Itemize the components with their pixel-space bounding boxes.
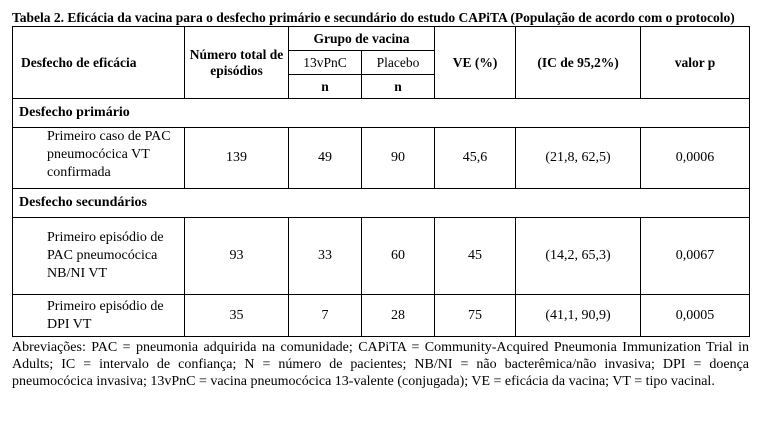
row-n-13vpnc: 49 xyxy=(289,128,362,189)
header-n-placebo: n xyxy=(362,75,435,99)
row-n-placebo: 28 xyxy=(362,295,435,337)
header-row xyxy=(13,27,750,51)
header-vaccine-group: Grupo de vacina xyxy=(289,27,435,51)
section-row-primary xyxy=(13,99,750,128)
row-outcome: Primeiro caso de PAC pneumocócica VT confirmada xyxy=(13,128,185,189)
row-ve: 75 xyxy=(435,295,516,337)
row-episodes: 93 xyxy=(185,218,289,295)
row-outcome: Primeiro episódio de PAC pneumocócica NB/NI VT xyxy=(13,218,185,295)
row-n-placebo: 90 xyxy=(362,128,435,189)
row-p-value: 0,0006 xyxy=(641,128,750,189)
table-row xyxy=(13,295,750,337)
header-episodes: Número total de episódios xyxy=(185,27,289,99)
row-n-13vpnc: 33 xyxy=(289,218,362,295)
section-label: Desfecho secundários xyxy=(13,189,750,218)
row-ci: (14,2, 65,3) xyxy=(516,218,641,295)
row-episodes: 139 xyxy=(185,128,289,189)
header-group-13vpnc: 13vPnC xyxy=(289,51,362,75)
row-n-13vpnc: 7 xyxy=(289,295,362,337)
row-p-value: 0,0067 xyxy=(641,218,750,295)
row-ci: (21,8, 62,5) xyxy=(516,128,641,189)
document-page xyxy=(12,0,749,390)
efficacy-table xyxy=(12,26,750,337)
row-episodes: 35 xyxy=(185,295,289,337)
row-outcome: Primeiro episódio de DPI VT xyxy=(13,295,185,337)
row-ci: (41,1, 90,9) xyxy=(516,295,641,337)
header-p-value: valor p xyxy=(641,27,750,99)
section-row-secondary xyxy=(13,189,750,218)
header-outcome: Desfecho de eficácia xyxy=(13,27,185,99)
table-row xyxy=(13,128,750,189)
footnote: Abreviações: PAC = pneumonia adquirida na comunidade; CAPiTA = Community-Acquired Pneumonia Immunization Trial in Adults; IC = intervalo de confiança; N = número de pacientes; NB/NI = não bacterêmica/não invasiva; DPI = doença pneumocócica invasiva; 13vPnC = vacina pneumocócica 13-valente (conjugada); VE = eficácia da vacina; VT = tipo vacinal. xyxy=(12,340,749,389)
table-title: Tabela 2. Eficácia da vacina para o desfecho primário e secundário do estudo CAPiTA (População de acordo com o protocolo) xyxy=(12,10,735,25)
row-p-value: 0,0005 xyxy=(641,295,750,337)
header-ci: (IC de 95,2%) xyxy=(516,27,641,99)
row-ve: 45 xyxy=(435,218,516,295)
row-ve: 45,6 xyxy=(435,128,516,189)
header-ve: VE (%) xyxy=(435,27,516,99)
header-n-13vpnc: n xyxy=(289,75,362,99)
table-row xyxy=(13,218,750,295)
header-group-placebo: Placebo xyxy=(362,51,435,75)
section-label: Desfecho primário xyxy=(13,99,750,128)
row-n-placebo: 60 xyxy=(362,218,435,295)
